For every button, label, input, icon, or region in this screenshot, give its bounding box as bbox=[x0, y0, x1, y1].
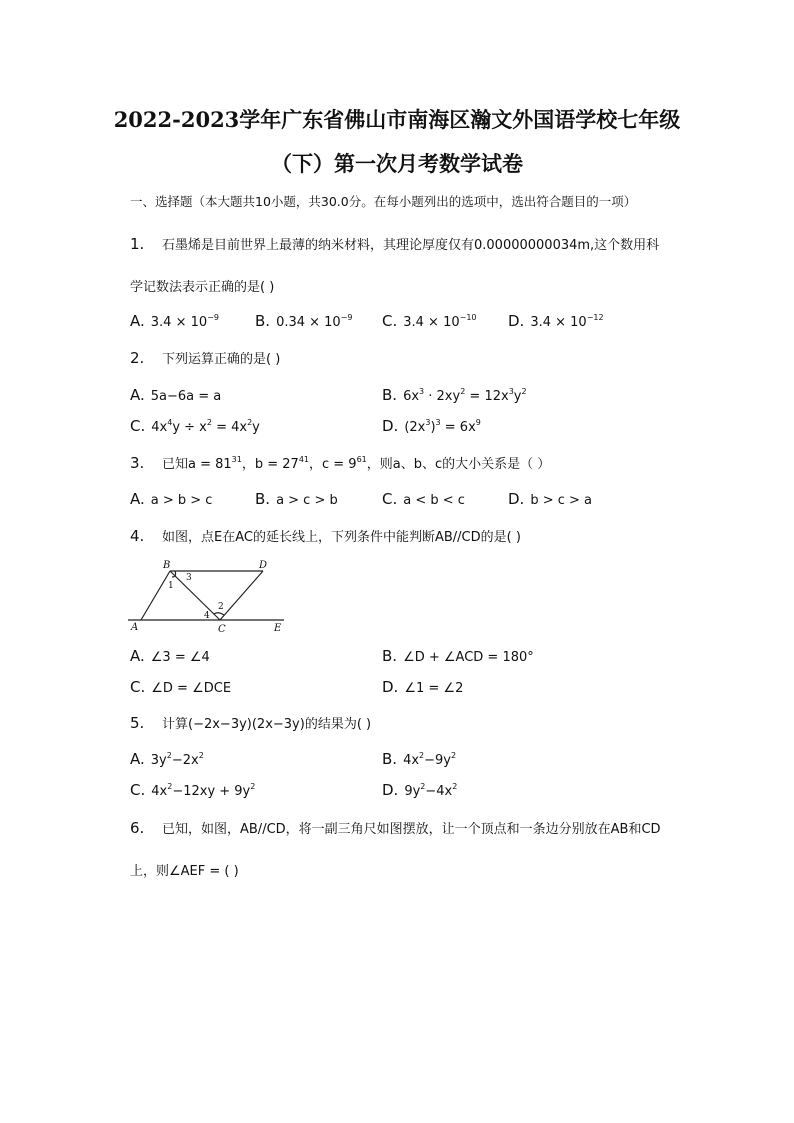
option-c: C. $3.4 \times 10^{-10}$ bbox=[382, 312, 477, 330]
question-3: 3. 已知$a = 81^{31}$，$b = 27^{41}$，$c = 9^{61}$，则a、b、c的大小关系是（ ） bbox=[130, 454, 551, 472]
option-c: C. $4x^4y \div x^2 = 4x^2y$ bbox=[130, 417, 260, 435]
option-a: A. ∠3 = ∠4 bbox=[130, 647, 210, 665]
question-number: 6. bbox=[130, 819, 145, 837]
question-number: 2. bbox=[130, 349, 145, 367]
option-b: B. a > c > b bbox=[255, 490, 338, 508]
line-bc bbox=[170, 571, 220, 620]
question-text: 如图，点E在AC的延长线上，下列条件中能判断AB//CD的是( ) bbox=[162, 530, 521, 545]
geometry-figure bbox=[128, 557, 288, 635]
option-a: A. a > b > c bbox=[130, 490, 213, 508]
question-number: 5. bbox=[130, 714, 145, 732]
option-a: A. 5a−6a = a bbox=[130, 386, 222, 404]
option-b: B. $0.34 \times 10^{-9}$ bbox=[255, 312, 353, 330]
question-6 bbox=[130, 818, 661, 837]
page-title-line1: 2022-2023学年广东省佛山市南海区瀚文外国语学校七年级 bbox=[113, 107, 681, 132]
option-c: C. a < b < c bbox=[382, 490, 465, 508]
line-cd bbox=[220, 571, 263, 620]
angle-arc bbox=[214, 613, 224, 615]
option-c: C. $4x^2-12xy + 9y^2$ bbox=[130, 781, 256, 799]
page-title-line2: （下）第一次月考数学试卷 bbox=[271, 151, 523, 176]
question-1-line2: 学记数法表示正确的是( ) bbox=[130, 280, 275, 295]
option-d: D. ∠1 = ∠2 bbox=[382, 678, 464, 696]
question-text: 下列运算正确的是( ) bbox=[162, 352, 281, 367]
option-d: D. $9y^2-4x^2$ bbox=[382, 781, 458, 799]
label-d: D bbox=[259, 560, 268, 571]
label-3: 3 bbox=[186, 573, 192, 583]
question-6-line2: 上，则∠AEF = ( ) bbox=[130, 864, 239, 879]
question-text: 已知，如图，AB//CD，将一副三角尺如图摆放，让一个顶点和一条边分别放在AB和CD bbox=[162, 822, 661, 837]
option-b: B. ∠D + ∠ACD = 180° bbox=[382, 647, 534, 665]
option-d: D. $3.4 \times 10^{-12}$ bbox=[508, 312, 604, 330]
line-ab bbox=[141, 571, 170, 620]
option-b: B. $6x^3 \cdot 2xy^2 = 12x^3y^2$ bbox=[382, 386, 527, 404]
question-4 bbox=[130, 526, 521, 545]
label-b: B bbox=[163, 560, 171, 571]
label-c: C bbox=[218, 624, 226, 635]
option-d: D. b > c > a bbox=[508, 490, 593, 508]
label-e: E bbox=[274, 623, 282, 634]
label-1: 1 bbox=[168, 581, 174, 591]
question-text: 计算(−2x−3y)(2x−3y)的结果为( ) bbox=[162, 717, 372, 732]
label-4: 4 bbox=[204, 611, 210, 621]
question-number: 4. bbox=[130, 527, 145, 545]
option-c: C. ∠D = ∠DCE bbox=[130, 678, 232, 696]
question-1 bbox=[130, 234, 659, 253]
section-heading: 一、选择题（本大题共10小题，共30.0分。在每小题列出的选项中，选出符合题目的一项） bbox=[130, 194, 637, 209]
label-2: 2 bbox=[218, 602, 224, 612]
question-5 bbox=[130, 713, 371, 732]
question-text: 石墨烯是目前世界上最薄的纳米材料，其理论厚度仅有0.00000000034m,这个数用科 bbox=[162, 238, 660, 253]
question-number: 3. bbox=[130, 454, 145, 472]
option-b: B. $4x^2-9y^2$ bbox=[382, 750, 457, 768]
question-number: 1. bbox=[130, 235, 145, 253]
question-2 bbox=[130, 348, 280, 367]
label-a: A bbox=[131, 622, 139, 633]
option-d: D. $(2x^3)^3 = 6x^9$ bbox=[382, 417, 481, 435]
option-a: A. $3y^2-2x^2$ bbox=[130, 750, 204, 768]
option-a: A. $3.4 \times 10^{-9}$ bbox=[130, 312, 219, 330]
